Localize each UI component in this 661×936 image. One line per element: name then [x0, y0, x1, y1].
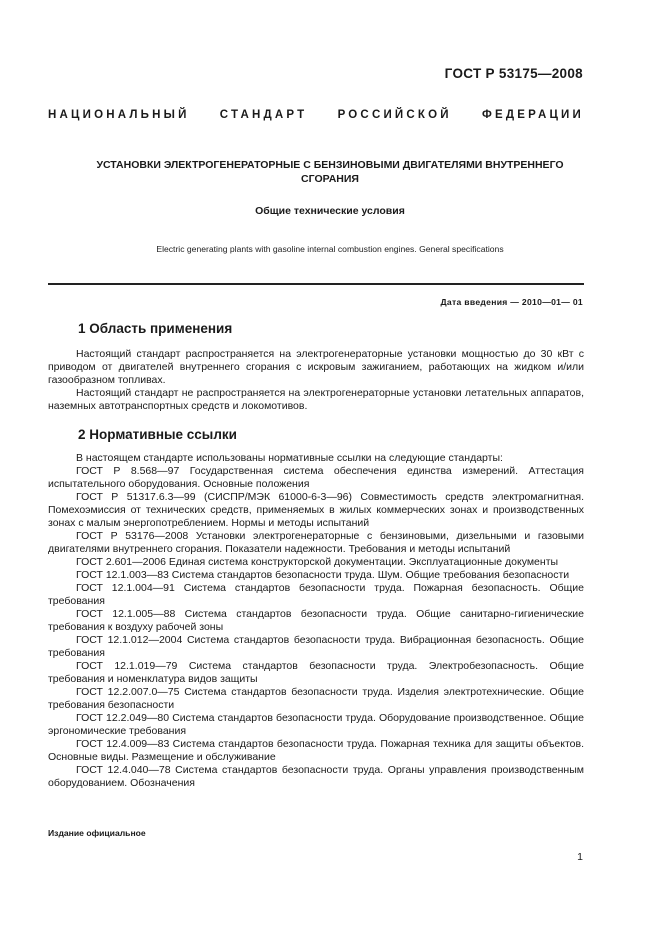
title-line-2: СГОРАНИЯ — [301, 173, 359, 185]
reference-item: ГОСТ 12.1.019—79 Система стандартов безопасности труда. Электробезопасность. Общие требования и номенклатура видов защиты — [48, 660, 584, 685]
reference-item: ГОСТ Р 51317.6.3—99 (СИСПР/МЭК 61000-6-3—96) Совместимость средств электромагнитная. Помехоэмиссия от технических средств, применяемых в жилых коммерческих зонах и производственных зонах с малым энергопотреблением. Нормы и методы испытаний — [48, 491, 584, 529]
official-edition-note: Издание официальное — [48, 828, 146, 838]
document-subtitle: Общие технические условия — [255, 205, 405, 217]
reference-item: ГОСТ 12.4.009—83 Система стандартов безопасности труда. Пожарная техника для защиты объектов. Основные виды. Размещение и обслуживание — [48, 738, 584, 763]
document-number: ГОСТ Р 53175—2008 — [444, 66, 583, 81]
reference-item: ГОСТ Р 8.568—97 Государственная система обеспечения единства измерений. Аттестация испытательного оборудования. Основные положения — [48, 465, 584, 490]
reference-item: ГОСТ 12.2.007.0—75 Система стандартов безопасности труда. Изделия электротехнические. Общие требования безопасности — [48, 686, 584, 711]
page-number: 1 — [577, 851, 583, 863]
paragraph: В настоящем стандарте использованы нормативные ссылки на следующие стандарты: — [76, 452, 503, 464]
paragraph: Настоящий стандарт распространяется на электрогенераторные установки мощностью до 30 кВт с приводом от двигателей внутреннего сгорания с искровым зажиганием, работающих на жидком и/или газообразном топливах. — [48, 348, 584, 386]
reference-item: ГОСТ 12.1.004—91 Система стандартов безопасности труда. Пожарная безопасность. Общие требования — [48, 582, 584, 607]
reference-item: ГОСТ 12.2.049—80 Система стандартов безопасности труда. Оборудование производственное. Общие эргономические требования — [48, 712, 584, 737]
document-title — [60, 158, 600, 186]
introduction-date: Дата введения — 2010—01— 01 — [440, 297, 583, 307]
reference-item: ГОСТ Р 53176—2008 Установки электрогенераторные с бензиновыми, дизельными и газовыми двигателями внутреннего сгорания. Показатели надежности. Требования и методы испытаний — [48, 530, 584, 555]
title-divider — [48, 283, 584, 285]
reference-item: ГОСТ 12.1.012—2004 Система стандартов безопасности труда. Вибрационная безопасность. Общие требования — [48, 634, 584, 659]
paragraph: Настоящий стандарт не распространяется на электрогенераторные установки летательных аппаратов, наземных автотранспортных средств и локомотивов. — [48, 387, 584, 412]
title-line-1: УСТАНОВКИ ЭЛЕКТРОГЕНЕРАТОРНЫЕ С БЕНЗИНОВЫМИ ДВИГАТЕЛЯМИ ВНУТРЕННЕГО — [96, 159, 564, 171]
section-1-body — [48, 348, 584, 413]
section-2-body — [48, 452, 584, 790]
national-standard-banner: НАЦИОНАЛЬНЫЙ СТАНДАРТ РОССИЙСКОЙ ФЕДЕРАЦИИ — [48, 109, 584, 121]
section-2-heading: 2 Нормативные ссылки — [78, 427, 237, 442]
reference-item: ГОСТ 2.601—2006 Единая система конструкторской документации. Эксплуатационные документы — [76, 556, 559, 568]
reference-item: ГОСТ 12.1.003—83 Система стандартов безопасности труда. Шум. Общие требования безопасности — [76, 569, 570, 581]
section-1-heading: 1 Область применения — [78, 321, 233, 336]
reference-item: ГОСТ 12.1.005—88 Система стандартов безопасности труда. Общие санитарно-гигиенические требования к воздуху рабочей зоны — [48, 608, 584, 633]
english-title: Electric generating plants with gasoline internal combustion engines. General specifications — [156, 244, 504, 254]
reference-item: ГОСТ 12.4.040—78 Система стандартов безопасности труда. Органы управления производственным оборудованием. Обозначения — [48, 764, 584, 789]
